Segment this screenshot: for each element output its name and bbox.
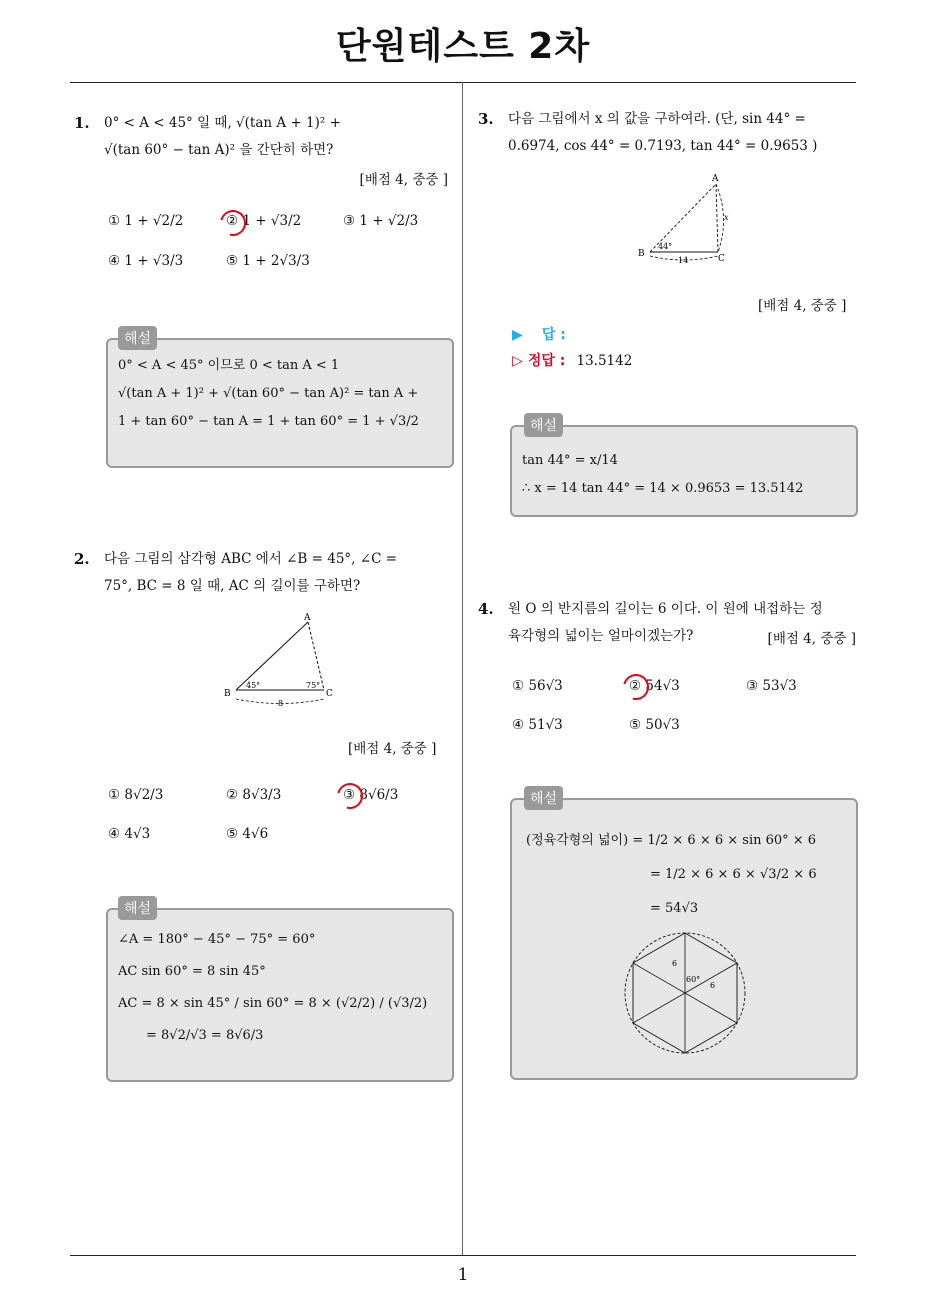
radius-label: 6 [710,981,716,990]
option-1[interactable]: ① 56√3 [512,678,563,694]
solution-label: 해설 [118,896,157,920]
question-text [104,546,456,600]
correct-value: 13.5142 [576,353,633,369]
answer-row [512,324,566,344]
answer-label: 답 : [541,327,566,343]
solution-text [118,352,448,436]
option-4[interactable]: ④ 1 + √3/3 [108,253,184,269]
question-number: 2. [74,550,90,568]
solution-box [106,338,454,468]
question-line: √(tan 60° − tan A)² 을 간단히 하면? [104,142,334,158]
score-meta: [배점 4, 중중 ] [359,172,448,188]
side-label: 8 [278,699,284,708]
vertex-a-label: A [712,174,719,184]
vertex-c-label: C [326,689,333,699]
angle-label: 44° [658,242,673,251]
triangle-figure [216,608,346,708]
solution-line: = 8√2/√3 = 8√6/3 [146,1028,264,1043]
solution-box [510,425,858,517]
question-number: 3. [478,110,494,128]
side-label: 14 [678,256,689,265]
angle-label: 60° [686,975,701,984]
option-2[interactable]: ② 8√3/3 [226,787,282,803]
vertex-b-label: B [638,249,645,259]
triangle-figure [632,170,742,270]
footer-divider [70,1255,856,1256]
selected-answer-circle [215,205,251,241]
solution-line: = 1/2 × 6 × 6 × √3/2 × 6 [650,867,817,882]
option-4[interactable]: ④ 4√3 [108,826,151,842]
option-5[interactable]: ⑤ 50√3 [629,717,680,733]
angle-b-label: 45° [246,681,261,690]
correct-label: 정답 : [527,353,566,369]
option-3[interactable]: ③ 53√3 [746,678,797,694]
solution-line: tan 44° = x/14 [522,453,618,468]
question-line: 다음 그림의 삼각형 ABC 에서 ∠B = 45°, ∠C = [104,551,397,567]
vertex-c-label: C [718,254,725,264]
hexagon-figure [620,928,750,1058]
solution-label: 해설 [524,786,563,810]
solution-line: √(tan A + 1)² + √(tan 60° − tan A)² = tan A + [118,386,419,401]
option-3[interactable]: ③ 8√6/3 [343,787,399,803]
question-line: 육각형의 넓이는 얼마이겠는가? [508,628,694,644]
option-1[interactable]: ① 1 + √2/2 [108,213,184,229]
radius-label: 6 [672,959,678,968]
solution-text [118,924,448,1052]
solution-line: ∴ x = 14 tan 44° = 14 × 0.9653 = 13.5142 [522,481,804,496]
page-title: 단원테스트 2차 [335,26,591,67]
score-meta: [배점 4, 중중 ] [348,741,437,757]
solution-line: = 54√3 [650,901,699,916]
solution-line: 0° < A < 45° 이므로 0 < tan A < 1 [118,358,340,373]
score-meta: [배점 4, 중중 ] [758,298,847,314]
correct-answer-row [512,350,632,370]
question-line: 원 O 의 반지름의 길이는 6 이다. 이 원에 내접하는 정 [508,601,823,617]
solution-label: 해설 [524,413,563,437]
option-5[interactable]: ⑤ 1 + 2√3/3 [226,253,310,269]
vertex-a-label: A [304,613,311,623]
option-2[interactable]: ② 54√3 [629,678,680,694]
solution-line: AC = 8 × sin 45° / sin 60° = 8 × (√2/2) / (√3/2) [118,996,428,1011]
option-5[interactable]: ⑤ 4√6 [226,826,269,842]
question-text [104,110,456,164]
selected-answer-circle [618,669,654,705]
question-line: 0.6974, cos 44° = 0.7193, tan 44° = 0.9653 ) [508,138,818,154]
column-divider [462,82,463,1256]
score-meta: [배점 4, 중중 ] [767,631,856,647]
question-line: 75°, BC = 8 일 때, AC 의 길이를 구하면? [104,578,361,594]
solution-line: AC sin 60° = 8 sin 45° [118,964,266,979]
solution-line: (정육각형의 넓이) = 1/2 × 6 × 6 × sin 60° × 6 [526,833,817,848]
option-2[interactable]: ② 1 + √3/2 [226,213,302,229]
solution-text [522,447,852,503]
title-divider [70,82,856,83]
angle-c-label: 75° [306,681,321,690]
solution-line: ∠A = 180° − 45° − 75° = 60° [118,932,316,947]
option-3[interactable]: ③ 1 + √2/3 [343,213,419,229]
solution-label: 해설 [118,326,157,350]
question-number: 4. [478,600,494,618]
question-text [508,106,860,160]
selected-answer-circle [332,778,368,814]
vertex-b-label: B [224,689,231,699]
solution-box [510,798,858,1080]
answer-arrow-icon: ▶ [512,327,523,343]
option-1[interactable]: ① 8√2/3 [108,787,164,803]
solution-box [106,908,454,1082]
page-number: 1 [457,1265,469,1285]
question-line: 다음 그림에서 x 의 값을 구하여라. (단, sin 44° = [508,111,806,127]
solution-text [526,824,852,926]
correct-arrow-icon: ▷ [512,353,523,369]
solution-line: 1 + tan 60° − tan A = 1 + tan 60° = 1 + √3/2 [118,414,419,429]
option-4[interactable]: ④ 51√3 [512,717,563,733]
unknown-label: x [724,213,729,222]
question-line: 0° < A < 45° 일 때, √(tan A + 1)² + [104,115,341,131]
question-number: 1. [74,114,90,132]
